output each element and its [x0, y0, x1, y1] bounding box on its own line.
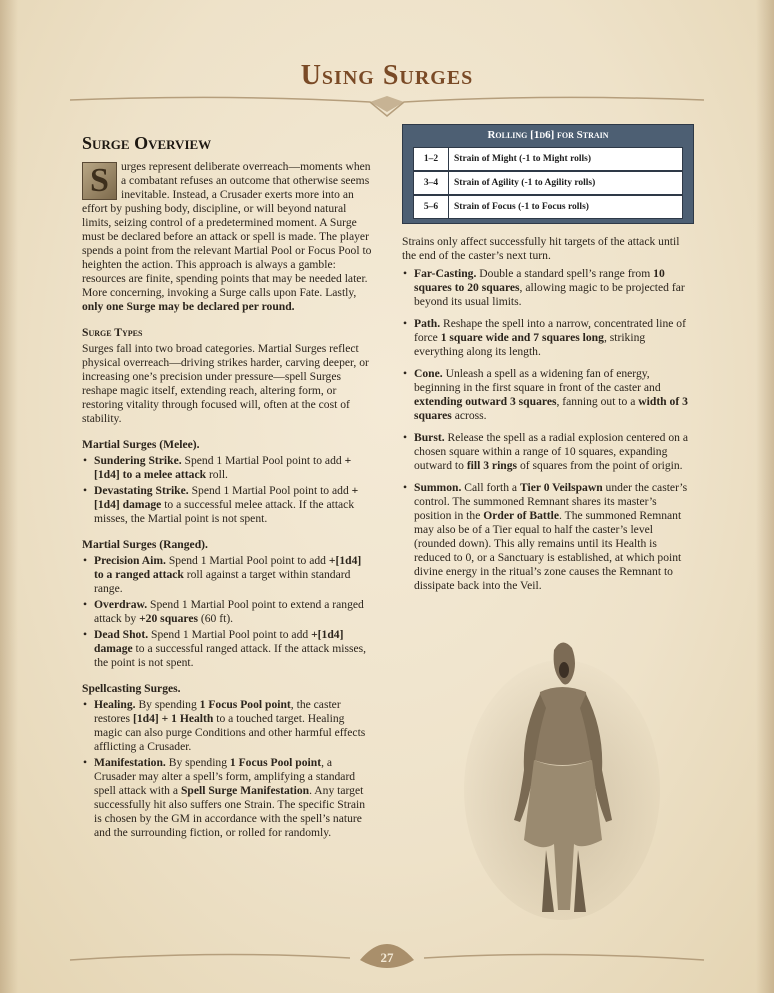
dropcap: S [82, 162, 117, 200]
left-column [82, 133, 372, 842]
list-item: • Manifestation. By spending 1 Focus Pool point, a Crusader may alter a spell’s form, amplifying a standard spell attack with a Spell Surge Manifestation. Any target successfully hit also suffers one Strain. The specific Strain is chosen by the GM in accordance with the spell’s nature and the surrounding fiction, or rolled for randomly. [94, 756, 372, 840]
surge-types-text: Surges fall into two broad categories. Martial Surges reflect physical overreach—driving strikes harder, carving deeper, or increasing one’s precision under pressure—spell Surges reshape magic itself, extending reach, altering form, or restoring vitality through focused will, often at the cost of stability. [82, 342, 369, 425]
table-row: 5–6 Strain of Focus (-1 to Focus rolls) [413, 195, 683, 219]
list-item: • Summon. Call forth a Tier 0 Veilspawn under the caster’s control. The summoned Remnant shares its master’s position in the Order of Battle. The summoned Remnant may also be of a Tier equal to half the caster’s level (rounded down). This ally remains until its Health is reduced to 0, or a Sanctuary is established, at which point divine energy in the ritual’s zone causes the Remnant to dissipate back into the Veil. [414, 481, 692, 593]
melee-list [82, 454, 372, 526]
intro-paragraph: S urges represent deliberate overreach—moments when a combatant refuses an outcome that otherwise seems inevitable. Instead, a Crusader exerts more into an effort by pushing body, discipline, or will beyond natural limits, seizing control of a predetermined moment. A Surge must be declared before an attack or spell is made. The player spends a point from the relevant Martial Pool or Focus Pool to heighten the action. This approach is always a gamble: resources are finite, spending points that may be needed later. More concerning, invoking a Surge calls upon Fate. Lastly, only one Surge may be declared per round. [82, 160, 372, 313]
spell-shape-list [402, 267, 692, 593]
list-item: • Sundering Strike. Spend 1 Martial Pool point to add +[1d4] to a melee attack roll. [94, 454, 372, 482]
strain-table-title: Rolling [1d6] for Strain [487, 129, 609, 141]
page-title: Using Surges [300, 60, 474, 91]
table-row: 1–2 Strain of Might (-1 to Might rolls) [413, 147, 683, 171]
spellcasting-list [82, 698, 372, 840]
surge-overview-heading: Surge Overview [82, 133, 212, 153]
list-item: • Far-Casting. Double a standard spell’s range from 10 squares to 20 squares, allowing magic to be projected far beyond its usual limits. [414, 267, 692, 309]
page-edge-right [756, 0, 774, 993]
title-ornament-icon [70, 90, 704, 120]
list-item: • Overdraw. Spend 1 Martial Pool point to extend a ranged attack by +20 squares (60 ft). [94, 598, 372, 626]
spellcasting-heading: Spellcasting Surges. [82, 682, 181, 695]
surge-types-heading: Surge Types [82, 326, 143, 339]
page-edge-left [0, 0, 18, 993]
melee-heading: Martial Surges (Melee). [82, 438, 200, 451]
ranged-list [82, 554, 372, 670]
list-item: • Devastating Strike. Spend 1 Martial Pool point to add +[1d4] damage to a successful melee attack. If the attack misses, the Martial point is not spent. [94, 484, 372, 526]
list-item: • Dead Shot. Spend 1 Martial Pool point to add +[1d4] damage to a successful ranged attack. If the attack misses, the point is not spent. [94, 628, 372, 670]
strain-table [402, 124, 694, 224]
list-item: • Cone. Unleash a spell as a widening fan of energy, beginning in the first square in front of the caster and extending outward 3 squares, fanning out to a width of 3 squares across. [414, 367, 692, 423]
list-item: • Burst. Release the spell as a radial explosion centered on a chosen square within a range of 10 squares, expanding outward to fill 3 rings of squares from the point of origin. [414, 431, 692, 473]
list-item: • Path. Reshape the spell into a narrow, concentrated line of force 1 square wide and 7 squares long, striking everything along its length. [414, 317, 692, 359]
page-number: 27 [380, 950, 394, 965]
list-item: • Healing. By spending 1 Focus Pool point, the caster restores [1d4] + 1 Health to a touched target. Healing magic can also purge Conditions and other harmful effects afflicting a Crusader. [94, 698, 372, 754]
veilspawn-illustration-icon [462, 630, 662, 920]
strain-text: Strains only affect successfully hit targets of the attack until the end of the caster’s next turn. [402, 235, 680, 262]
table-row: 3–4 Strain of Agility (-1 to Agility rolls) [413, 171, 683, 195]
right-column [402, 235, 692, 595]
ranged-heading: Martial Surges (Ranged). [82, 538, 208, 551]
list-item: • Precision Aim. Spend 1 Martial Pool point to add +[1d4] to a ranged attack roll against a target within standard range. [94, 554, 372, 596]
